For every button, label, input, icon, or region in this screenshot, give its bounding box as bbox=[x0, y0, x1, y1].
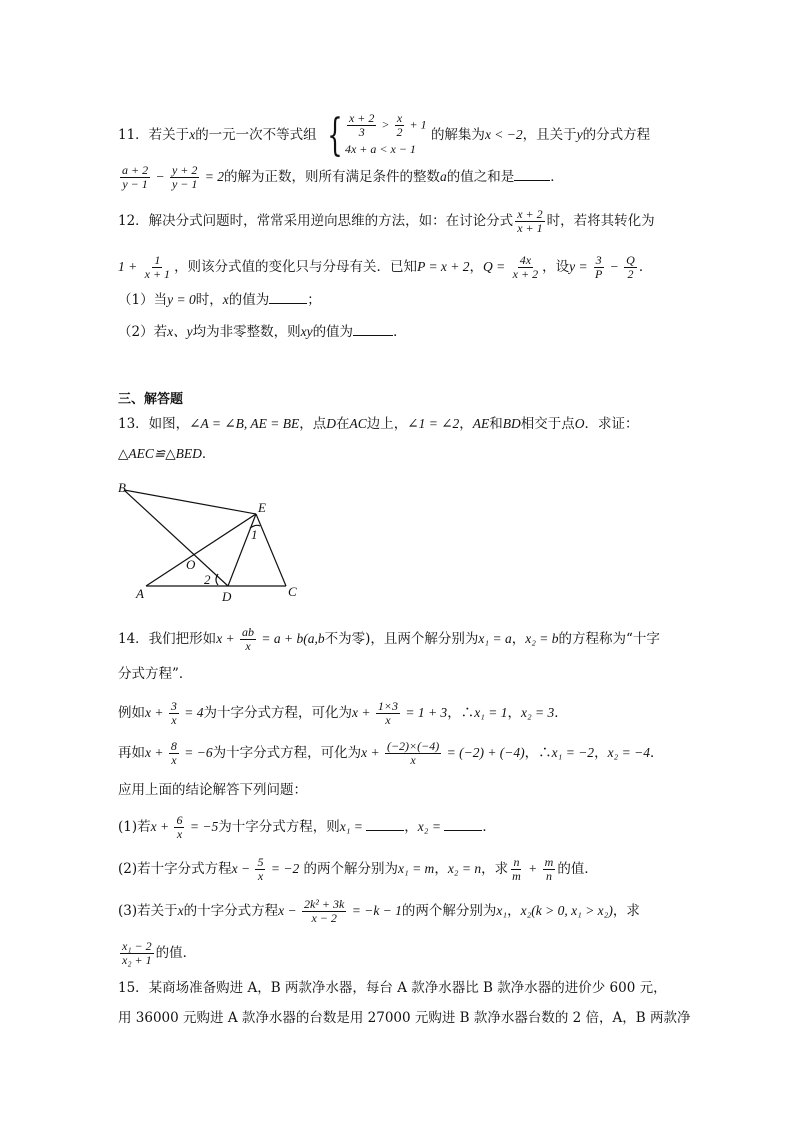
q14-sol: x₂ = b bbox=[525, 631, 559, 646]
segment-DE bbox=[228, 514, 256, 586]
punct: ， bbox=[511, 631, 526, 647]
q12-var-x: x bbox=[222, 292, 229, 307]
frac-num: a + 2 bbox=[122, 163, 149, 177]
q13-point: O bbox=[574, 416, 585, 431]
q14-sol: x₂ = −4 bbox=[607, 745, 650, 760]
frac-den: 2 bbox=[627, 267, 634, 281]
frac-den: x bbox=[410, 753, 416, 767]
punct: ； bbox=[307, 292, 321, 308]
label-O: O bbox=[186, 557, 196, 572]
q14-sol: x₁ = a bbox=[478, 631, 512, 646]
frac-num: y + 2 bbox=[171, 163, 198, 177]
op: − bbox=[152, 169, 168, 184]
q14-sol: x₁ = bbox=[339, 819, 367, 834]
q12-text: ，设 bbox=[542, 259, 570, 275]
q14-line1 bbox=[118, 626, 660, 653]
q14-sol: x₁ = 1 bbox=[474, 705, 508, 720]
q13-text: ，点 bbox=[299, 416, 327, 432]
op: = −2 bbox=[267, 861, 300, 876]
q13-text: 13．如图， bbox=[118, 416, 190, 432]
q14-var-x: x bbox=[177, 903, 184, 918]
q14-text: (1)若 bbox=[118, 819, 151, 835]
frac-num: 6 bbox=[176, 813, 183, 827]
punct: ． bbox=[201, 446, 216, 462]
q14-text: (2)若十字分式方程 bbox=[118, 861, 232, 877]
q14-sol: x₂ = 3 bbox=[520, 705, 555, 720]
op: = a + b(a,b bbox=[258, 631, 325, 646]
answer-blank[interactable] bbox=[269, 291, 307, 304]
q11-text: 的一元一次不等式组 bbox=[195, 127, 317, 143]
frac-den: y − 1 bbox=[171, 177, 198, 191]
frac-num: x₁ − 2 bbox=[122, 939, 152, 953]
frac-den: x bbox=[171, 753, 177, 767]
frac-num: ab bbox=[242, 625, 255, 639]
op: x + bbox=[361, 745, 383, 760]
punct: ． bbox=[554, 705, 568, 721]
frac-den: x bbox=[176, 827, 183, 841]
q12-text: （1）当 bbox=[118, 292, 168, 308]
frac-num: m bbox=[544, 855, 554, 869]
q14-text: 不为零)，且两个解分别为 bbox=[324, 631, 479, 647]
q11-system-row1 bbox=[345, 112, 427, 139]
frac-den: x₂ + 1 bbox=[122, 953, 152, 967]
q12-sub1 bbox=[118, 290, 321, 310]
frac-num: 8 bbox=[170, 739, 177, 753]
q14-example2 bbox=[118, 740, 663, 767]
op: + bbox=[524, 861, 541, 876]
q14-example1 bbox=[118, 700, 568, 727]
punct: ． bbox=[482, 819, 496, 835]
q11-var-x: x bbox=[189, 127, 196, 142]
frac-num: 3 bbox=[170, 699, 177, 713]
op: = 1 + 3 bbox=[401, 705, 448, 720]
frac-den: 3 bbox=[358, 125, 365, 139]
q12-sub2 bbox=[118, 322, 407, 342]
frac-num: 5 bbox=[257, 855, 264, 869]
q11-text: 的解集为 bbox=[430, 127, 485, 143]
q14-part3 bbox=[118, 898, 640, 925]
q14-sol: x₁ = −2 bbox=[551, 745, 595, 760]
q11-system-row2: 4x + a < x − 1 bbox=[344, 142, 416, 156]
frac-num: Q bbox=[626, 253, 635, 267]
q14-sol: x₁ bbox=[496, 903, 508, 918]
q14-sol: x₂(k > 0, x₁ > x₂) bbox=[520, 903, 613, 918]
q11-solution-set: x < −2 bbox=[484, 127, 523, 142]
q14-apply: 应用上面的结论解答下列问题： bbox=[118, 782, 307, 798]
q14-text: 的十字分式方程 bbox=[183, 903, 279, 919]
q14-text: ，∴ bbox=[447, 705, 475, 721]
q12-text: 的值为 bbox=[228, 292, 270, 308]
frac-den: x + 1 bbox=[517, 221, 543, 235]
op: = −6 bbox=[180, 745, 213, 760]
q11-text: 的分式方程 bbox=[582, 127, 651, 143]
q14-text: ，求 bbox=[481, 861, 509, 877]
frac-num: 3 bbox=[595, 253, 602, 267]
q12-text: 均为非零整数，则 bbox=[192, 324, 301, 340]
q14-sol: x₁ = m bbox=[398, 861, 435, 876]
frac-num: 1×3 bbox=[377, 699, 398, 713]
op: = 2 bbox=[201, 169, 225, 184]
q13-point: D bbox=[326, 416, 337, 431]
punct: ， bbox=[507, 903, 521, 919]
q13-line1 bbox=[118, 414, 639, 434]
op: = −5 bbox=[186, 819, 219, 834]
q12-P-def: P = x + 2 bbox=[417, 259, 470, 274]
q13-proof-goal: △AEC≌△BED bbox=[118, 446, 202, 461]
q13-geometry-figure bbox=[110, 478, 310, 606]
q11-line2 bbox=[118, 164, 564, 191]
frac-den: m bbox=[512, 869, 521, 883]
frac-num: x bbox=[396, 111, 403, 125]
q11-text: ，且关于 bbox=[522, 127, 577, 143]
q11-text: 的解为正数，则所有满足条件的整数 bbox=[224, 169, 441, 185]
frac-den: x bbox=[245, 639, 251, 653]
q13-text: ．求证： bbox=[584, 416, 639, 432]
q14-sol: x₂ = bbox=[417, 819, 445, 834]
q14-text: 的值． bbox=[557, 861, 598, 877]
q12-y-def: y = bbox=[569, 259, 591, 274]
frac-den: y − 1 bbox=[122, 177, 148, 191]
frac-den: x bbox=[171, 713, 177, 727]
q12-text: 的值为 bbox=[312, 324, 354, 340]
punct: ． bbox=[649, 745, 664, 761]
q11-text: 的值之和是 bbox=[446, 169, 515, 185]
q14-text: 例如 bbox=[118, 705, 145, 721]
frac-num: 1 bbox=[154, 253, 161, 267]
q12-text: ，则该分式值的变化只与分母有关．已知 bbox=[174, 259, 418, 275]
punct: ． bbox=[393, 324, 407, 340]
frac-num: (−2)×(−4) bbox=[386, 739, 440, 753]
q15-line2: 用 36000 元购进 A 款净水器的台数是用 27000 元购进 B 款净水器台数的 2 倍，A，B 两款净 bbox=[118, 1010, 691, 1026]
q13-text: 相交于点 bbox=[520, 416, 575, 432]
q12-line1 bbox=[118, 208, 655, 235]
answer-blank[interactable] bbox=[366, 818, 404, 831]
q14-text: 的方程称为“十字 bbox=[558, 631, 660, 647]
label-angle-1: 1 bbox=[251, 527, 258, 542]
punct: ， bbox=[507, 705, 521, 721]
q13-segment: AC bbox=[349, 416, 367, 431]
section-title: 三、解答题 bbox=[118, 392, 184, 407]
frac-num: x + 2 bbox=[517, 207, 543, 221]
q12-text: 时，若将其转化为 bbox=[546, 213, 655, 229]
q12-text: 12．解决分式问题时，常常采用逆向思维的方法，如：在讨论分式 bbox=[118, 213, 514, 229]
q11-line1 bbox=[118, 109, 651, 161]
op: x + bbox=[145, 705, 167, 720]
q14-text: 为十字分式方程，可化为 bbox=[212, 745, 362, 761]
q12-Q-def: Q = bbox=[483, 259, 509, 274]
q14-line2: 分式方程”． bbox=[118, 666, 193, 682]
op: x + bbox=[216, 631, 239, 646]
frac-den: n bbox=[545, 869, 552, 883]
q11-inequality-system bbox=[321, 109, 427, 161]
q14-text: (3)若关于 bbox=[118, 903, 178, 919]
segment-BD bbox=[124, 490, 228, 586]
op: + 1 bbox=[406, 117, 427, 132]
q12-vars: x、y bbox=[167, 324, 193, 339]
segment-EC bbox=[256, 514, 286, 586]
q14-text: 14．我们把形如 bbox=[118, 631, 217, 647]
punct: ， bbox=[469, 259, 484, 275]
q15-line1: 15．某商场准备购进 A，B 两款净水器，每台 A 款净水器比 B 款净水器的进价少 600 元， bbox=[118, 980, 667, 996]
segment-BE bbox=[124, 490, 256, 514]
q12-cond: y = 0 bbox=[167, 292, 196, 307]
answer-blank[interactable] bbox=[444, 818, 482, 831]
op: x + bbox=[145, 745, 167, 760]
frac-num: 2k² + 3k bbox=[303, 897, 345, 911]
q14-text: 的值． bbox=[155, 945, 197, 961]
punct: ， bbox=[404, 819, 418, 835]
label-D: D bbox=[222, 589, 232, 604]
answer-blank[interactable] bbox=[514, 168, 550, 181]
op: > bbox=[378, 117, 393, 132]
op: x − bbox=[278, 903, 300, 918]
q14-text: ，∴ bbox=[524, 745, 552, 761]
q14-part3-cont bbox=[118, 940, 196, 967]
label-C: C bbox=[288, 584, 297, 599]
op: 1 + bbox=[118, 259, 141, 274]
frac-den: P bbox=[594, 267, 603, 281]
q12-text: 时， bbox=[195, 292, 223, 308]
q11-var-y: y bbox=[576, 127, 583, 142]
frac-den: x bbox=[257, 869, 264, 883]
q12-text: （2）若 bbox=[118, 324, 168, 340]
q11-var-a: a bbox=[440, 169, 447, 184]
q14-text: 为十字分式方程，可化为 bbox=[203, 705, 352, 721]
q13-angles: ∠1 = ∠2 bbox=[407, 416, 460, 431]
label-E: E bbox=[258, 500, 266, 515]
op: = 4 bbox=[180, 705, 204, 720]
punct: ， bbox=[594, 745, 608, 761]
label-B: B bbox=[118, 480, 126, 495]
q14-part2 bbox=[118, 856, 598, 883]
frac-den: x + 2 bbox=[512, 267, 539, 281]
frac-den: x − 2 bbox=[311, 911, 337, 925]
q13-text: 和 bbox=[489, 416, 503, 432]
frac-num: n bbox=[513, 855, 520, 869]
punct: ． bbox=[638, 259, 653, 275]
q13-line2 bbox=[118, 444, 215, 464]
frac-den: x bbox=[385, 713, 391, 727]
q14-text: 为十字分式方程，则 bbox=[218, 819, 340, 835]
q11-text: 11．若关于 bbox=[118, 127, 190, 143]
q12-var-xy: xy bbox=[300, 324, 313, 339]
punct: ， bbox=[459, 416, 473, 432]
op: = −k − 1 bbox=[348, 903, 402, 918]
frac-num: x + 2 bbox=[348, 111, 375, 125]
answer-blank[interactable] bbox=[353, 323, 393, 336]
q14-sol: x₂ = n bbox=[447, 861, 482, 876]
q14-part1 bbox=[118, 814, 496, 841]
punct: ， bbox=[434, 861, 448, 877]
frac-den: x + 1 bbox=[144, 267, 171, 281]
label-angle-2: 2 bbox=[204, 572, 211, 587]
op: = (−2) + (−4) bbox=[443, 745, 525, 760]
q13-segment: AE bbox=[472, 416, 490, 431]
q13-text: 在 bbox=[336, 416, 350, 432]
q14-text: 的两个解分别为 bbox=[401, 903, 497, 919]
frac-num: 4x bbox=[519, 253, 532, 267]
op: x + bbox=[351, 705, 374, 720]
op: x − bbox=[231, 861, 254, 876]
q12-line2 bbox=[118, 254, 652, 281]
q14-text: 再如 bbox=[118, 745, 145, 761]
label-A: A bbox=[136, 586, 144, 601]
q14-text: ，求 bbox=[612, 903, 640, 919]
q13-given: ∠A = ∠B, AE = BE bbox=[189, 416, 300, 431]
punct: ． bbox=[550, 169, 564, 185]
q13-text: 边上， bbox=[366, 416, 408, 432]
q13-segment: BD bbox=[502, 416, 521, 431]
frac-den: 2 bbox=[396, 125, 403, 139]
op: x + bbox=[150, 819, 173, 834]
q14-text: 的两个解分别为 bbox=[299, 861, 399, 877]
op: − bbox=[606, 259, 623, 274]
brace-icon: { bbox=[327, 109, 343, 161]
